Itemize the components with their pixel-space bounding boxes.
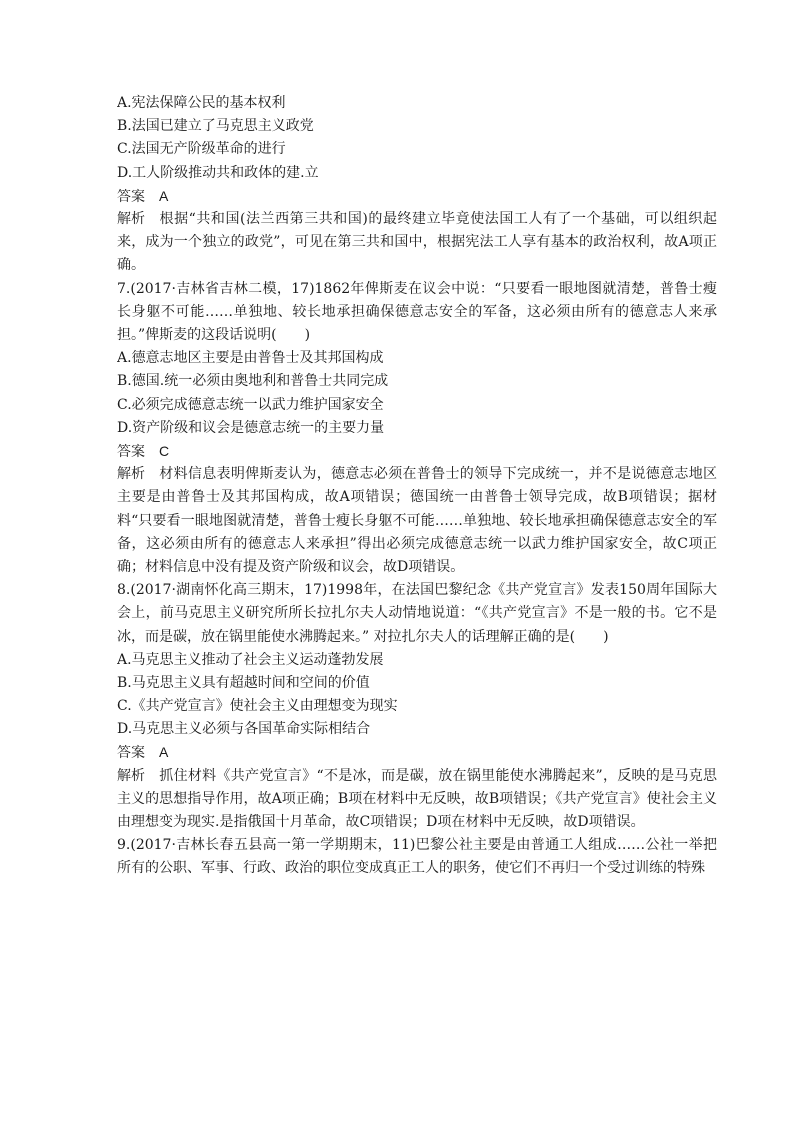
analysis-label: 解析	[117, 466, 145, 483]
q7-option-b: B.德国.统一必须由奥地利和普鲁士共同完成	[117, 373, 389, 390]
q8-option-d: D.马克思主义必须与各国革命实际相结合	[117, 721, 371, 738]
q7-option-c: C.必须完成德意志统一以武力维护国家安全	[117, 396, 384, 413]
analysis-text: 抓住材料《共产党宣言》“不是冰，而是碳，放在锅里能使水沸腾起来”，反映的是马克思主义的思想指导作用，故A项正确；B项在材料中无反映，故B项错误；《共产党宣言》使社会主义由理想变为现实.是指俄国十月革命，故C项错误；D项在材料中无反映，故D项错误。	[117, 767, 717, 831]
answer-label: 答案	[117, 188, 145, 205]
answer-value: A	[159, 187, 169, 204]
answer-value: A	[159, 744, 169, 761]
q7-answer	[117, 440, 717, 463]
q6-option-a: A.宪法保障公民的基本权利	[117, 95, 286, 111]
q9-stem: 9.(2017·吉林长春五县高一第一学期期末，11)巴黎公社主要是由普通工人组成……公社一举把所有的公职、军事、行政、政治的职位变成真正工人的职务，使它们不再归一个受过训练的特殊	[117, 837, 717, 877]
q8-option-a: A.马克思主义推动了社会主义运动蓬勃发展	[117, 651, 384, 668]
answer-label: 答案	[117, 443, 145, 460]
answer-label: 答案	[117, 745, 145, 762]
q6-analysis	[117, 208, 717, 278]
q7-analysis	[117, 463, 717, 579]
q8-option-c: C.《共产党宣言》使社会主义由理想变为现实	[117, 698, 398, 715]
q7-option-a: A.德意志地区主要是由普鲁士及其邦国构成	[117, 350, 384, 367]
q8-option-b: B.马克思主义具有超越时间和空间的价值	[117, 674, 370, 691]
analysis-label: 解析	[117, 210, 145, 227]
q6-option-d: D.工人阶级推动共和政体的建.立	[117, 164, 319, 181]
q6-answer	[117, 185, 717, 208]
q7-option-d: D.资产阶级和议会是德意志统一的主要力量	[117, 419, 385, 436]
q6-option-b: B.法国已建立了马克思主义政党	[117, 118, 314, 135]
analysis-text: 根据“共和国(法兰西第三共和国)的最终建立毕竟使法国工人有了一个基础，可以组织起来，成为一个独立的政党”，可见在第三共和国中，根据宪法工人享有基本的政治权利，故A项正确。	[117, 210, 717, 274]
q6-option-c: C.法国无产阶级革命的进行	[117, 141, 286, 158]
analysis-text: 材料信息表明俾斯麦认为，德意志必须在普鲁士的领导下完成统一，并不是说德意志地区主要是由普鲁士及其邦国构成，故A项错误；德国统一由普鲁士领导完成，故B项错误；据材料“只要看一眼地图就清楚，普鲁士瘦长身躯不可能……单独地、较长地承担确保德意志安全的军备，这必须由所有的德意志人来承担”得出必须完成德意志统一以武力维护国家安全，故C项正确；材料信息中没有提及资产阶级和议会，故D项错误。	[117, 466, 717, 575]
analysis-label: 解析	[117, 767, 145, 784]
q7-stem: 7.(2017·吉林省吉林二模，17)1862年俾斯麦在议会中说：“只要看一眼地图就清楚，普鲁士瘦长身躯不可能……单独地、较长地承担确保德意志安全的军备，这必须由所有的德意志人来承担。”俾斯麦的这段话说明( )	[117, 280, 717, 343]
answer-value: C	[159, 442, 170, 459]
q8-analysis	[117, 765, 717, 835]
q8-stem: 8.(2017·湖南怀化高三期末，17)1998年，在法国巴黎纪念《共产党宣言》发表150周年国际大会上，前马克思主义研究所所长拉扎尔夫人动情地说道：“《共产党宣言》不是一般的书。它不是冰，而是碳，放在锅里能使水沸腾起来。” 对拉扎尔夫人的话理解正确的是( )	[117, 582, 717, 645]
page-content	[117, 92, 717, 881]
q8-answer	[117, 741, 717, 764]
